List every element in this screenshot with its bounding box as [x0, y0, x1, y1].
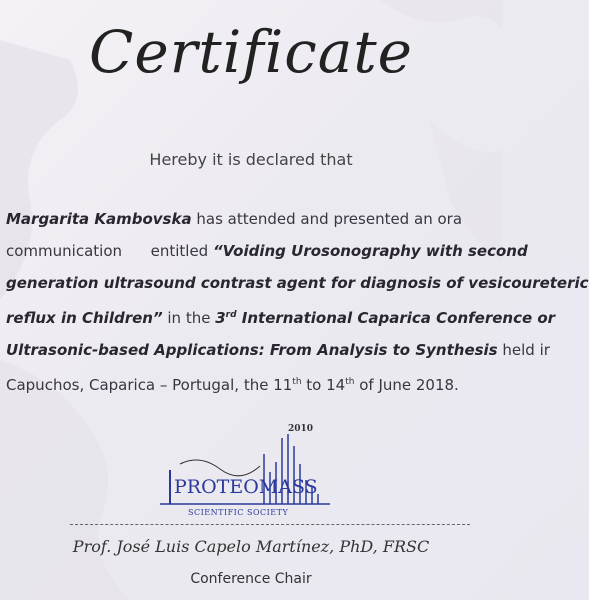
logo-name: PROTEOMASS	[174, 476, 318, 498]
proteomass-logo	[160, 424, 330, 524]
body-line-6	[6, 366, 566, 401]
certificate-title: Certificate	[89, 18, 413, 86]
signatory-name: Prof. José Luis Capelo Martínez, PhD, FRSC	[72, 537, 430, 556]
recipient-name: Margarita Kambovska	[6, 210, 192, 228]
body-word: an	[414, 210, 433, 228]
body-line-4	[6, 299, 566, 334]
logo-society: SCIENTIFIC SOCIETY	[188, 508, 289, 517]
presentation-title-part-3: reflux in Children”	[6, 309, 163, 327]
logo-year: 2010	[288, 424, 314, 434]
ordinal-suffix: th	[345, 377, 355, 387]
body-word: attended	[227, 210, 296, 228]
body-word: presented	[333, 210, 410, 228]
body-word: communication	[6, 242, 123, 260]
body-text-fragment: held ir	[497, 341, 550, 359]
body-line-2	[6, 235, 566, 267]
body-word: entitled	[150, 242, 209, 260]
presentation-title-part-2: generation ultrasound contrast agent for diagnosis of vesicoureteric	[6, 274, 589, 292]
signature-line	[70, 524, 470, 525]
body-line-5	[6, 334, 566, 366]
presentation-title-part-1: “Voiding Urosonography with second	[213, 242, 528, 260]
conference-number-suffix: rd	[225, 310, 237, 320]
body-word: and	[300, 210, 329, 228]
location-date-text: Capuchos, Caparica – Portugal, the 11	[6, 376, 293, 394]
ordinal-suffix: th	[292, 377, 302, 387]
date-text: of June 2018.	[354, 376, 459, 394]
declaration-text: Hereby it is declared that	[149, 150, 353, 169]
body-line-1	[6, 203, 500, 235]
body-word: has	[196, 210, 223, 228]
date-text: to 14	[301, 376, 346, 394]
conference-name-part-2: Ultrasonic-based Applications: From Analysis to Synthesis	[6, 341, 498, 359]
body-word: ora	[437, 210, 463, 228]
certificate-body	[6, 203, 589, 401]
conference-number: 3	[215, 309, 226, 327]
signatory-role: Conference Chair	[190, 571, 312, 587]
conference-name-part-1: International Caparica Conference or	[236, 309, 556, 327]
body-text-fragment: in the	[162, 309, 216, 327]
